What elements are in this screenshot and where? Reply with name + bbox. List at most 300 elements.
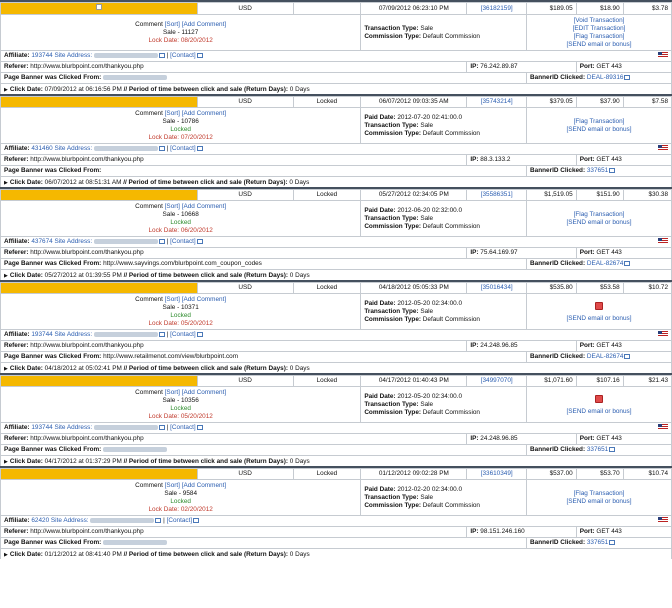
banner-source-cell — [1, 445, 527, 456]
transaction-type-line — [364, 122, 523, 130]
lock-date: Lock Date: 06/20/2012 — [148, 226, 213, 234]
sale-number: Sale - 10356 — [162, 396, 199, 404]
date-cell: 07/09/2012 06:23:10 PM — [361, 3, 467, 15]
click-date-value: 07/09/2012 at 06:16:56 PM — [44, 86, 122, 93]
contact-popup-icon[interactable] — [197, 425, 203, 430]
contact-popup-icon[interactable] — [197, 53, 203, 58]
site-address-label: Site Address: — [50, 517, 89, 524]
date-cell: 04/18/2012 05:05:33 PM — [361, 283, 467, 294]
expand-triangle-icon[interactable]: ▶ — [4, 180, 8, 186]
port-label: Port: — [579, 63, 595, 70]
banner-row — [1, 538, 672, 549]
paid-date-line — [364, 393, 523, 401]
add-comment-link[interactable]: [Add Comment] — [181, 481, 227, 489]
return-days-value: 0 Days — [289, 179, 310, 186]
affiliate-id-link[interactable]: 193744 — [31, 331, 53, 338]
affiliate-id-link[interactable]: 62420 — [31, 517, 50, 524]
banner-row — [1, 73, 672, 84]
banner-id-link[interactable]: DEAL-82674 — [586, 260, 624, 267]
affiliate-id-link[interactable]: 437674 — [31, 238, 53, 245]
referer-row — [1, 155, 672, 166]
paid-date-label: Paid Date: — [364, 113, 396, 121]
banner-source-cell — [1, 166, 527, 177]
return-period-label: // Period of time between click and sale (Return Days): — [123, 86, 288, 93]
expand-triangle-icon[interactable]: ▶ — [4, 459, 8, 465]
transaction-block — [0, 187, 672, 280]
transaction-block — [0, 280, 672, 373]
comment-label: Comment — [135, 109, 163, 117]
banner-id-label: BannerID Clicked: — [530, 539, 586, 546]
banner-id-link[interactable]: DEAL-82674 — [586, 353, 624, 360]
commission-type-line — [364, 130, 523, 138]
currency-cell: USD — [197, 469, 293, 480]
commission-type-value: Default Commission — [422, 501, 480, 509]
click-date-row[interactable] — [0, 84, 672, 94]
flag-transaction-link[interactable]: [Flag Transaction] — [573, 489, 625, 497]
click-date-value: 06/07/2012 at 08:51:31 AM — [44, 179, 122, 186]
sort-link[interactable]: [Sort] — [164, 388, 180, 396]
referer-label: Referer: — [4, 435, 29, 442]
click-date-row[interactable] — [0, 363, 672, 373]
void-transaction-link[interactable]: [Void Transaction] — [573, 16, 625, 24]
add-comment-link[interactable]: [Add Comment] — [181, 295, 227, 303]
transaction-type-label: Transaction Type: — [364, 400, 419, 408]
currency-cell: USD — [197, 376, 293, 387]
banner-source-redacted — [103, 75, 167, 80]
port-value: GET 443 — [596, 156, 622, 163]
commission-type-value: Default Commission — [422, 32, 480, 40]
transaction-id-link[interactable]: [35016434] — [480, 284, 513, 291]
contact-link[interactable]: [Contact] — [170, 331, 196, 338]
contact-link[interactable]: [Contact] — [170, 424, 196, 431]
banner-source-value: http://www.sayvings.com/blurbpoint.com_coupon_codes — [103, 260, 262, 267]
comment-cell — [1, 108, 361, 144]
transaction-id-cell[interactable] — [467, 283, 527, 294]
port-label: Port: — [579, 249, 595, 256]
commission-type-value: Default Commission — [422, 408, 480, 416]
click-date-value: 04/17/2012 at 01:37:29 PM — [44, 458, 122, 465]
banner-popup-icon[interactable] — [624, 261, 630, 266]
sale-number: Sale - 9584 — [164, 489, 197, 497]
commission-type-line — [364, 502, 523, 510]
affiliate-id-link[interactable]: 193744 — [31, 424, 53, 431]
return-days-value: 0 Days — [289, 458, 310, 465]
ip-label: IP: — [470, 63, 479, 70]
commission-type-value: Default Commission — [422, 222, 480, 230]
contact-popup-icon[interactable] — [193, 518, 199, 523]
external-link-icon[interactable] — [159, 53, 165, 58]
referer-cell — [1, 155, 467, 166]
banner-source-redacted — [103, 447, 167, 452]
us-flag-icon — [658, 331, 668, 337]
paid-date-label: Paid Date: — [364, 299, 396, 307]
referer-row — [1, 434, 672, 445]
ip-label: IP: — [470, 156, 479, 163]
return-days-value: 0 Days — [289, 86, 310, 93]
send-email-link[interactable]: [SEND email or bonus] — [566, 497, 632, 505]
locked-status: Locked — [170, 404, 191, 412]
commission-cell: $53.58 — [576, 283, 623, 294]
send-email-link[interactable]: [SEND email or bonus] — [566, 218, 632, 226]
ip-value: 76.242.89.87 — [480, 63, 518, 70]
commission-type-label: Commission Type: — [364, 129, 422, 137]
sale-number: Sale - 10371 — [162, 303, 199, 311]
ip-label: IP: — [470, 528, 479, 535]
us-flag-icon — [658, 238, 668, 244]
status-cell: Locked — [293, 283, 361, 294]
us-flag-icon — [658, 517, 668, 523]
ip-cell — [467, 62, 576, 73]
affiliate-row — [1, 144, 672, 155]
referer-value: http://www.blurbpoint.com/thankyou.php — [30, 342, 144, 349]
ip-value: 75.64.169.97 — [480, 249, 518, 256]
page-banner-label: Page Banner was Clicked From: — [4, 539, 102, 546]
port-cell — [576, 434, 671, 445]
commission-cell: $37.90 — [576, 97, 623, 108]
ip-cell — [467, 527, 576, 538]
paid-date-label: Paid Date: — [364, 206, 396, 214]
transaction-type-value: Sale — [420, 307, 434, 315]
paid-date-line — [364, 486, 523, 494]
click-date-label: Click Date: — [9, 272, 43, 279]
port-cell — [576, 248, 671, 259]
status-bar — [1, 469, 198, 480]
paid-date-value: 2012-06-20 02:32:00.0 — [397, 206, 463, 214]
page-banner-label: Page Banner was Clicked From: — [4, 260, 102, 267]
status-bar — [1, 97, 198, 108]
amount-cell: $537.00 — [527, 469, 577, 480]
transaction-id-cell[interactable] — [467, 469, 527, 480]
affiliate-cell: Affiliate: 431460 Site Address: | [Contact] — [1, 144, 672, 155]
port-value: GET 443 — [596, 342, 622, 349]
contact-link[interactable]: [Contact] — [170, 238, 196, 245]
transaction-detail-row — [1, 15, 672, 51]
referer-row — [1, 62, 672, 73]
affiliate-id-link[interactable]: 193744 — [31, 52, 53, 59]
paid-date-line — [364, 114, 523, 122]
status-bar — [1, 190, 198, 201]
banner-id-label: BannerID Clicked: — [530, 446, 586, 453]
banner-id-link[interactable]: 337651 — [586, 167, 609, 174]
transaction-header-row — [1, 283, 672, 294]
click-date-value: 01/12/2012 at 08:41:40 PM — [44, 551, 122, 558]
sort-link[interactable]: [Sort] — [164, 295, 180, 303]
paid-date-label: Paid Date: — [364, 392, 396, 400]
site-address-label: Site Address: — [54, 145, 93, 152]
transaction-id-link[interactable]: [35586351] — [480, 191, 513, 198]
affiliate-label: Affiliate: — [4, 238, 30, 245]
add-comment-link[interactable]: [Add Comment] — [181, 109, 227, 117]
actions-cell — [527, 387, 672, 423]
site-address-redacted — [94, 332, 158, 337]
click-date-row[interactable] — [0, 177, 672, 187]
site-address-redacted — [94, 146, 158, 151]
affiliate-label: Affiliate: — [4, 424, 30, 431]
external-link-icon[interactable] — [155, 518, 161, 523]
commission-cell: $18.90 — [576, 3, 623, 15]
banner-id-link[interactable]: DEAL-89316 — [586, 74, 624, 81]
flag-transaction-link[interactable]: [Flag Transaction] — [573, 32, 625, 40]
locked-status: Locked — [170, 218, 191, 226]
transaction-type-value: Sale — [420, 24, 434, 32]
contact-link[interactable]: [Contact] — [166, 517, 193, 524]
comment-label: Comment — [135, 202, 163, 210]
transaction-type-value: Sale — [420, 493, 434, 501]
external-link-icon[interactable] — [159, 146, 165, 151]
us-flag-icon — [658, 145, 668, 151]
site-address-redacted — [94, 425, 158, 430]
commission-cell: $53.70 — [576, 469, 623, 480]
commission-type-label: Commission Type: — [364, 408, 422, 416]
fee-cell: $3.78 — [623, 3, 671, 15]
transaction-block — [0, 94, 672, 187]
contact-popup-icon[interactable] — [197, 146, 203, 151]
status-bar — [1, 3, 198, 15]
banner-row — [1, 166, 672, 177]
comment-cell — [1, 480, 361, 516]
port-cell — [576, 341, 671, 352]
site-address-redacted — [94, 53, 158, 58]
referer-label: Referer: — [4, 63, 29, 70]
click-date-row[interactable] — [0, 456, 672, 466]
external-link-icon[interactable] — [159, 425, 165, 430]
transaction-id-cell[interactable] — [467, 97, 527, 108]
transaction-id-link[interactable]: [36182159] — [480, 4, 513, 12]
site-address-redacted — [90, 518, 154, 523]
banner-popup-icon[interactable] — [609, 447, 615, 452]
actions-cell — [527, 108, 672, 144]
transaction-detail-row — [1, 108, 672, 144]
return-period-label: // Period of time between click and sale (Return Days): — [123, 272, 288, 279]
transaction-header-row — [1, 469, 672, 480]
transaction-id-link[interactable]: [35743214] — [480, 98, 513, 105]
send-email-link[interactable]: [SEND email or bonus] — [566, 40, 632, 48]
paid-date-value: 2012-02-20 02:34:00.0 — [397, 485, 463, 493]
return-days-value: 0 Days — [289, 272, 310, 279]
fee-cell: $10.72 — [623, 283, 671, 294]
send-email-link[interactable]: [SEND email or bonus] — [566, 125, 632, 133]
actions-cell — [527, 294, 672, 330]
return-period-label: // Period of time between click and sale (Return Days): — [123, 179, 288, 186]
transaction-type-value: Sale — [420, 121, 434, 129]
affiliate-row — [1, 516, 672, 527]
commission-cell: $107.16 — [576, 376, 623, 387]
transaction-type-value: Sale — [420, 400, 434, 408]
paid-date-label: Paid Date: — [364, 485, 396, 493]
port-label: Port: — [579, 528, 595, 535]
currency-cell: USD — [197, 283, 293, 294]
expand-triangle-icon[interactable]: ▶ — [4, 273, 8, 279]
banner-id-link[interactable]: 337651 — [586, 539, 609, 546]
transaction-id-link[interactable]: [34997070] — [480, 377, 513, 384]
paid-date-value: 2012-05-20 02:34:00.0 — [397, 299, 463, 307]
ip-value: 24.248.96.85 — [480, 342, 518, 349]
actions-cell — [527, 480, 672, 516]
transaction-id-cell[interactable] — [467, 190, 527, 201]
banner-id-link[interactable]: 337651 — [586, 446, 609, 453]
add-comment-link[interactable]: [Add Comment] — [181, 202, 227, 210]
amount-cell: $535.80 — [527, 283, 577, 294]
commission-type-line — [364, 409, 523, 417]
fee-cell: $30.38 — [623, 190, 671, 201]
expand-triangle-icon[interactable]: ▶ — [4, 552, 8, 558]
site-address-label: Site Address: — [54, 331, 93, 338]
transaction-id-cell[interactable] — [467, 3, 527, 15]
site-address-label: Site Address: — [54, 238, 93, 245]
external-link-icon[interactable] — [159, 332, 165, 337]
sort-link[interactable]: [Sort] — [164, 20, 180, 28]
status-cell: Locked — [293, 376, 361, 387]
comment-cell — [1, 201, 361, 237]
flag-transaction-link[interactable]: [Flag Transaction] — [573, 210, 625, 218]
fee-cell: $21.43 — [623, 376, 671, 387]
add-comment-link[interactable]: [Add Comment] — [181, 388, 227, 396]
referer-value: http://www.blurbpoint.com/thankyou.php — [30, 156, 144, 163]
select-checkbox[interactable] — [96, 4, 102, 10]
comment-label: Comment — [135, 481, 163, 489]
click-date-label: Click Date: — [9, 365, 43, 372]
transaction-table — [0, 375, 672, 456]
add-comment-link[interactable]: [Add Comment] — [181, 20, 227, 28]
affiliate-cell: Affiliate: 437674 Site Address: | [Contact] — [1, 237, 672, 248]
click-date-value: 04/18/2012 at 05:02:41 PM — [44, 365, 122, 372]
transaction-table — [0, 96, 672, 177]
referer-cell — [1, 527, 467, 538]
click-date-value: 05/27/2012 at 01:39:55 PM — [44, 272, 122, 279]
banner-popup-icon[interactable] — [609, 540, 615, 545]
transaction-id-link[interactable]: [33610349] — [480, 470, 513, 477]
transaction-info-cell — [361, 201, 527, 237]
expand-triangle-icon[interactable]: ▶ — [4, 366, 8, 372]
flag-transaction-icon[interactable] — [595, 395, 603, 403]
banner-popup-icon[interactable] — [624, 75, 630, 80]
admin-actions — [530, 17, 668, 33]
commission-type-line — [364, 223, 523, 231]
flag-transaction-icon[interactable] — [595, 302, 603, 310]
referer-row — [1, 248, 672, 259]
contact-link[interactable]: [Contact] — [170, 52, 196, 59]
contact-popup-icon[interactable] — [197, 332, 203, 337]
contact-link[interactable]: [Contact] — [170, 145, 196, 152]
sort-link[interactable]: [Sort] — [164, 481, 180, 489]
banner-source-value: http://www.retailmenot.com/view/blurbpoint.com — [103, 353, 239, 360]
transaction-header-row — [1, 190, 672, 201]
fee-cell: $10.74 — [623, 469, 671, 480]
banner-popup-icon[interactable] — [624, 354, 630, 359]
transaction-type-line — [364, 215, 523, 223]
ip-cell — [467, 434, 576, 445]
transaction-detail-row — [1, 480, 672, 516]
affiliate-cell: Affiliate: 193744 Site Address: | [Contact] — [1, 51, 672, 62]
sale-number: Sale - 10786 — [162, 117, 199, 125]
banner-id-cell — [527, 259, 672, 270]
currency-cell: USD — [197, 97, 293, 108]
port-label: Port: — [579, 342, 595, 349]
sort-link[interactable]: [Sort] — [164, 202, 180, 210]
affiliate-label: Affiliate: — [4, 52, 30, 59]
page-banner-label: Page Banner was Clicked From: — [4, 353, 102, 360]
return-period-label: // Period of time between click and sale (Return Days): — [123, 551, 288, 558]
click-date-row[interactable] — [0, 270, 672, 280]
transaction-type-label: Transaction Type: — [364, 121, 419, 129]
port-value: GET 443 — [596, 249, 622, 256]
commission-type-label: Commission Type: — [364, 315, 422, 323]
affiliate-row — [1, 237, 672, 248]
affiliate-id-link[interactable]: 431460 — [31, 145, 53, 152]
click-date-row[interactable] — [0, 549, 672, 559]
ip-cell — [467, 155, 576, 166]
transaction-id-cell[interactable] — [467, 376, 527, 387]
transaction-table — [0, 2, 672, 84]
amount-cell: $189.05 — [527, 3, 577, 15]
transaction-type-label: Transaction Type: — [364, 493, 419, 501]
comment-label: Comment — [135, 388, 163, 396]
date-cell: 01/12/2012 09:02:28 PM — [361, 469, 467, 480]
expand-triangle-icon[interactable]: ▶ — [4, 87, 8, 93]
commission-type-label: Commission Type: — [364, 222, 422, 230]
ip-label: IP: — [470, 435, 479, 442]
sort-link[interactable]: [Sort] — [164, 109, 180, 117]
transaction-info-cell — [361, 387, 527, 423]
affiliate-cell: Affiliate: 193744 Site Address: | [Contact] — [1, 423, 672, 434]
commission-cell: $151.90 — [576, 190, 623, 201]
banner-id-label: BannerID Clicked: — [530, 260, 586, 267]
transaction-header-row — [1, 376, 672, 387]
referer-value: http://www.blurbpoint.com/thankyou.php — [30, 249, 144, 256]
comment-label: Comment — [135, 295, 163, 303]
edit-transaction-link[interactable]: [EDIT Transaction] — [572, 24, 626, 32]
contact-popup-icon[interactable] — [197, 239, 203, 244]
commission-type-label: Commission Type: — [364, 32, 422, 40]
transaction-table — [0, 468, 672, 549]
affiliate-row — [1, 51, 672, 62]
lock-date: Lock Date: 02/20/2012 — [148, 505, 213, 513]
transaction-block — [0, 466, 672, 559]
status-bar — [1, 376, 198, 387]
external-link-icon[interactable] — [159, 239, 165, 244]
ip-cell — [467, 341, 576, 352]
date-cell: 05/27/2012 02:34:05 PM — [361, 190, 467, 201]
site-address-label: Site Address: — [54, 52, 93, 59]
return-days-value: 0 Days — [289, 365, 310, 372]
referer-value: http://www.blurbpoint.com/thankyou.php — [30, 435, 144, 442]
commission-type-value: Default Commission — [422, 315, 480, 323]
locked-status: Locked — [170, 497, 191, 505]
comment-cell — [1, 15, 361, 51]
banner-id-label: BannerID Clicked: — [530, 353, 586, 360]
paid-date-line — [364, 207, 523, 215]
transaction-table — [0, 282, 672, 363]
ip-label: IP: — [470, 249, 479, 256]
flag-transaction-link[interactable]: [Flag Transaction] — [573, 117, 625, 125]
banner-source-cell — [1, 259, 527, 270]
ip-label: IP: — [470, 342, 479, 349]
transaction-type-line — [364, 25, 523, 33]
port-value: GET 443 — [596, 63, 622, 70]
affiliate-label: Affiliate: — [4, 145, 30, 152]
banner-popup-icon[interactable] — [609, 168, 615, 173]
transaction-type-label: Transaction Type: — [364, 214, 419, 222]
status-cell: Locked — [293, 469, 361, 480]
banner-row — [1, 259, 672, 270]
lock-date: Lock Date: 05/20/2012 — [148, 412, 213, 420]
affiliate-cell: Affiliate: 62420 Site Address: | [Contact] — [1, 516, 672, 527]
send-email-link[interactable]: [SEND email or bonus] — [566, 408, 632, 415]
banner-source-redacted — [103, 540, 167, 545]
currency-cell: USD — [197, 190, 293, 201]
actions-cell — [527, 201, 672, 237]
send-email-link[interactable]: [SEND email or bonus] — [566, 315, 632, 322]
